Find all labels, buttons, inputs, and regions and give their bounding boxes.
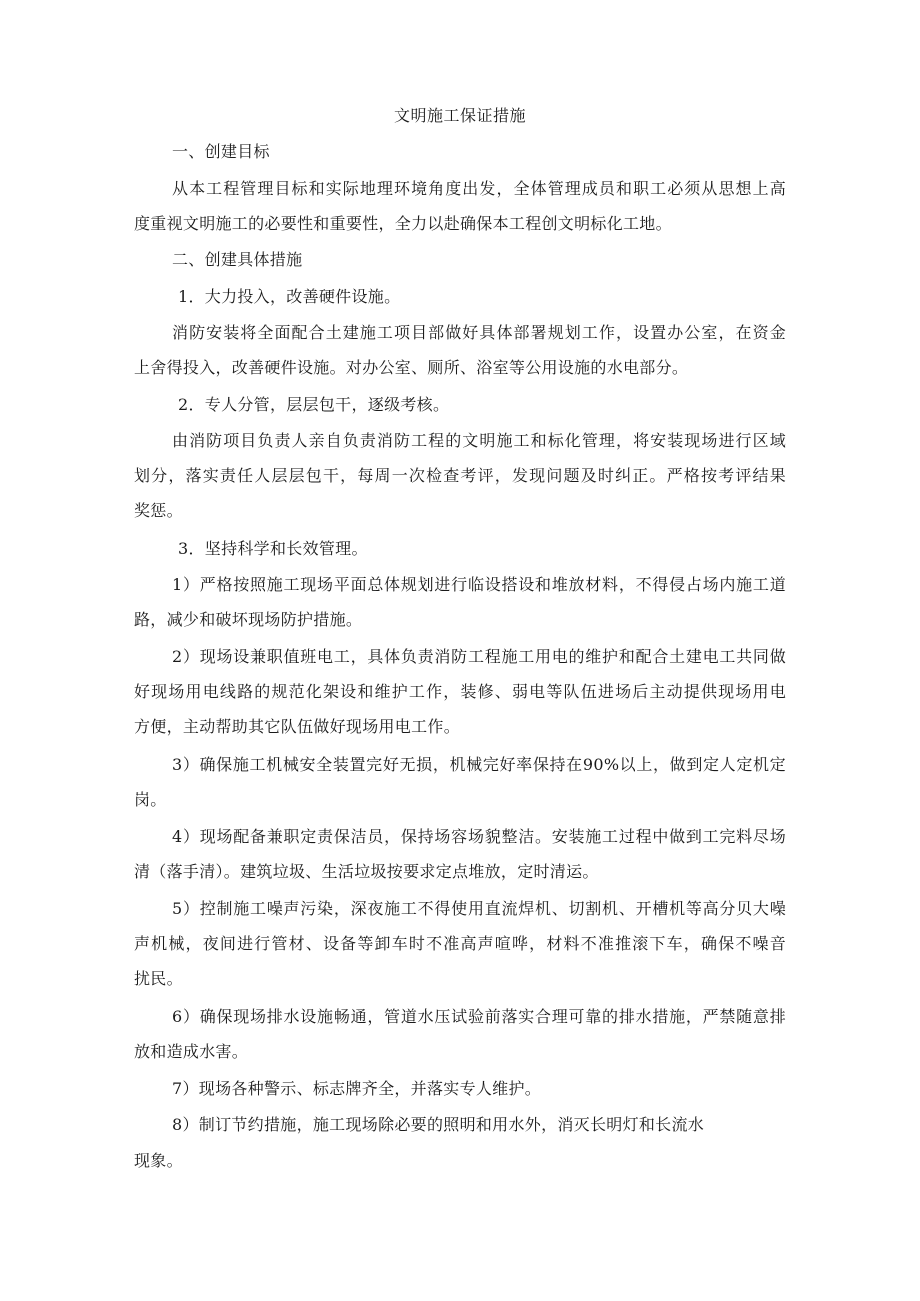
list-item-line: 路，减少和破坏现场防护措施。: [134, 610, 363, 629]
list-item-line: 2）现场设兼职值班电工，具体负责消防工程施工用电的维护和配合土建电工共同做: [172, 647, 786, 666]
list-item-line: 8）制订节约措施，施工现场除必要的照明和用水外，消灭长明灯和长流水: [172, 1115, 705, 1134]
list-item-line: 1）严格按照施工现场平面总体规划进行临设搭设和堆放材料，不得侵占场内施工道: [172, 575, 786, 594]
list-item-line: 清（落手清）。建筑垃圾、生活垃圾按要求定点堆放，定时清运。: [134, 862, 599, 881]
paragraph-line: 度重视文明施工的必要性和重要性，全力以赴确保本工程创文明标化工地。: [134, 214, 672, 233]
paragraph-line: 上舍得投入，改善硬件设施。对办公室、厕所、浴室等公用设施的水电部分。: [134, 358, 689, 377]
subheading-2: 2．专人分管，层层包干，逐级考核。: [178, 395, 450, 414]
subheading-3: 3．坚持科学和长效管理。: [178, 539, 368, 558]
paragraph-line: 从本工程管理目标和实际地理环境角度出发，全体管理成员和职工必须从思想上高: [172, 179, 786, 198]
document-title: 文明施工保证措施: [393, 106, 526, 125]
list-item-line: 放和造成水害。: [134, 1042, 249, 1061]
list-item-line: 声机械，夜间进行管材、设备等卸车时不准高声喧哗，材料不准推滚下车，确保不噪音: [134, 934, 786, 953]
list-item-line: 4）现场配备兼职定责保洁员，保持场容场貌整洁。安装施工过程中做到工完料尽场: [172, 827, 786, 846]
paragraph-line: 消防安装将全面配合土建施工项目部做好具体部署规划工作，设置办公室，在资金: [172, 323, 786, 342]
section-heading-measures: 二、创建具体措施: [172, 250, 303, 269]
paragraph-line: 划分，落实责任人层层包干，每周一次检查考评，发现问题及时纠正。严格按考评结果: [134, 466, 786, 485]
subheading-1: 1．大力投入，改善硬件设施。: [178, 287, 401, 306]
paragraph-line: 由消防项目负责人亲自负责消防工程的文明施工和标化管理，将安装现场进行区域: [172, 431, 786, 450]
list-item-line: 6）确保现场排水设施畅通，管道水压试验前落实合理可靠的排水措施，严禁随意排: [172, 1007, 786, 1026]
list-item-line: 现象。: [134, 1151, 183, 1170]
list-item-line: 岗。: [134, 790, 167, 809]
list-item-line: 扰民。: [134, 969, 183, 988]
list-item-line: 好现场用电线路的规范化架设和维护工作，装修、弱电等队伍进场后主动提供现场用电: [134, 682, 786, 701]
list-item-line: 7）现场各种警示、标志牌齐全，并落实专人维护。: [172, 1079, 542, 1098]
list-item-line: 5）控制施工噪声污染，深夜施工不得使用直流焊机、切割机、开槽机等高分贝大噪: [172, 899, 786, 918]
list-item-line: 3）确保施工机械安全装置完好无损，机械完好率保持在90%以上，做到定人定机定: [172, 755, 786, 774]
paragraph-line: 奖惩。: [134, 501, 183, 520]
list-item-line: 方便，主动帮助其它队伍做好现场用电工作。: [134, 717, 461, 736]
section-heading-goal: 一、创建目标: [172, 142, 270, 161]
